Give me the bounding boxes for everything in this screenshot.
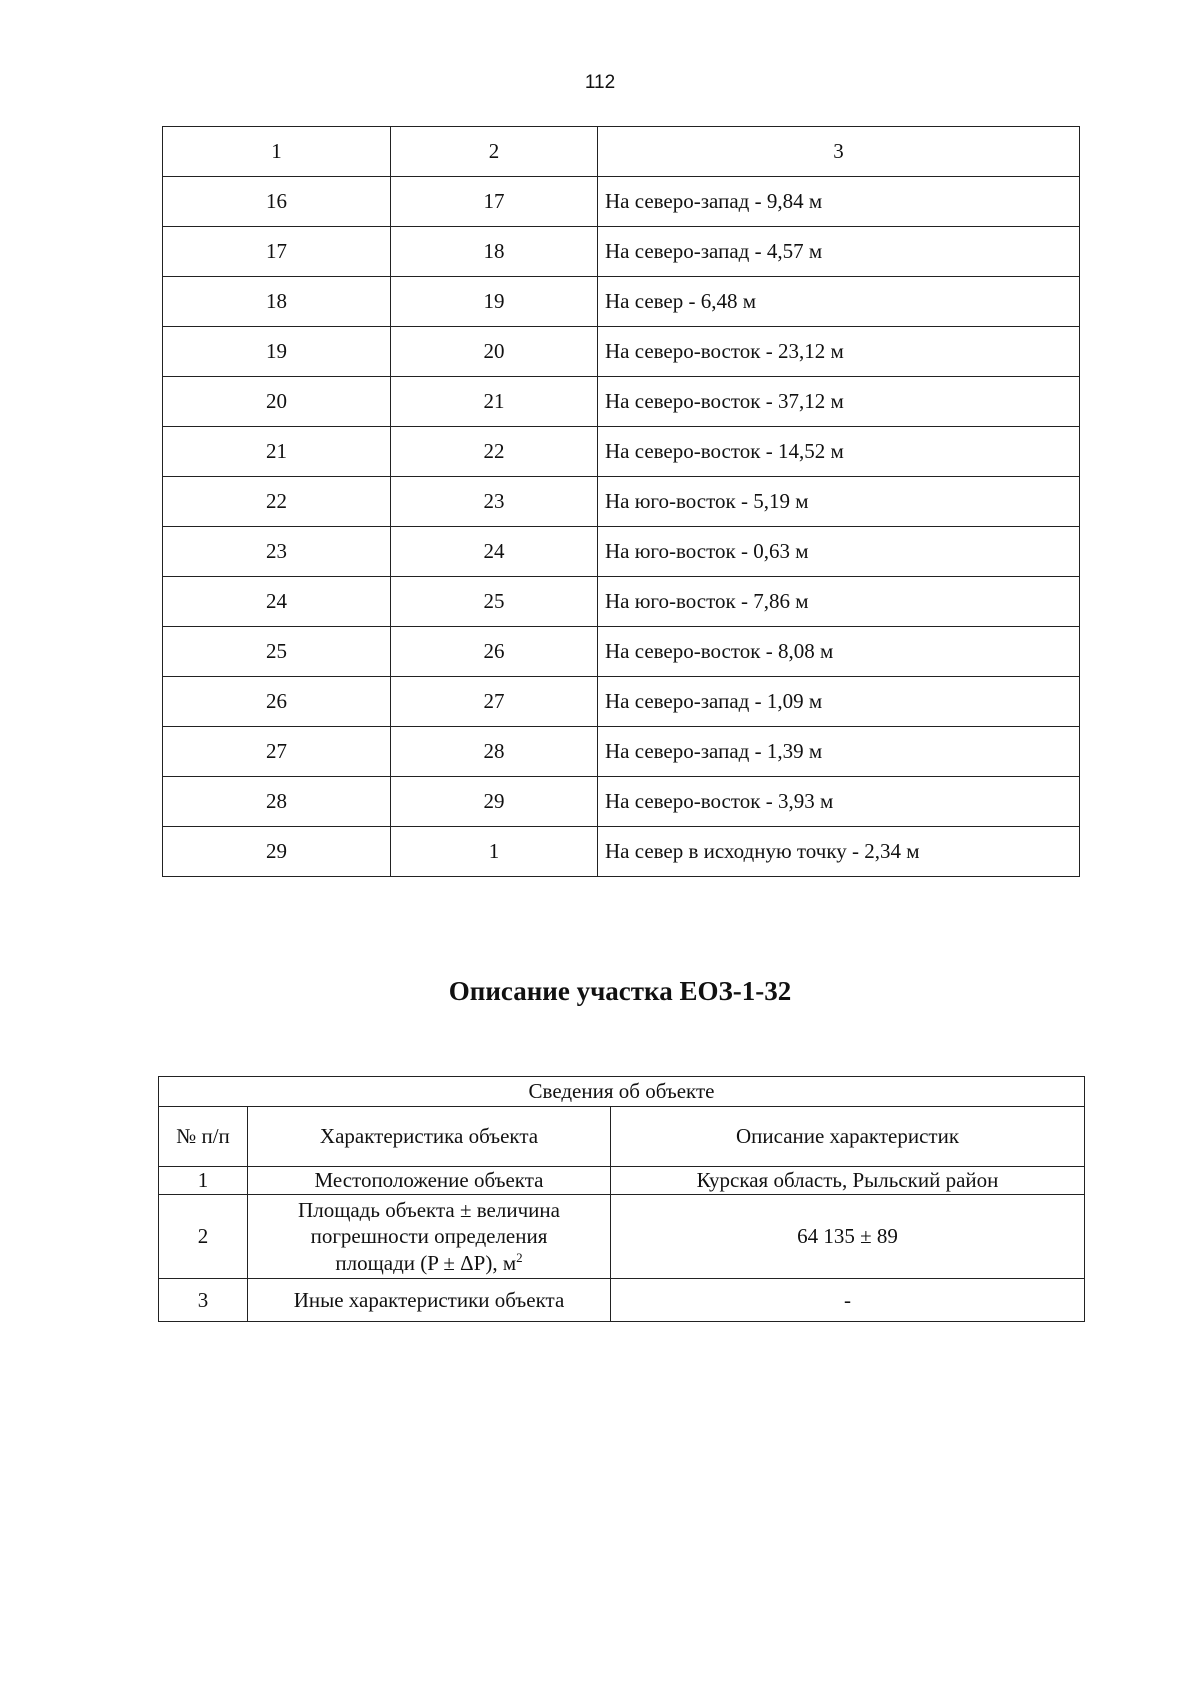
column-header-characteristic: Характеристика объекта (248, 1107, 611, 1167)
point-to: 29 (391, 777, 598, 827)
table-row (163, 327, 1080, 377)
object-info-table (158, 1076, 1085, 1322)
point-to: 25 (391, 577, 598, 627)
table-caption-row (159, 1077, 1085, 1107)
column-header-3: 3 (598, 127, 1080, 177)
direction-description: На юго-восток - 0,63 м (598, 527, 1080, 577)
table-row (163, 577, 1080, 627)
column-header-1: 1 (163, 127, 391, 177)
table-row (163, 777, 1080, 827)
point-to: 28 (391, 727, 598, 777)
point-from: 25 (163, 627, 391, 677)
point-to: 24 (391, 527, 598, 577)
route-table (162, 126, 1080, 877)
table-header-row (163, 127, 1080, 177)
direction-description: На северо-восток - 8,08 м (598, 627, 1080, 677)
point-from: 28 (163, 777, 391, 827)
row-number: 2 (159, 1195, 248, 1279)
table-row (163, 627, 1080, 677)
point-to: 20 (391, 327, 598, 377)
direction-description: На северо-восток - 37,12 м (598, 377, 1080, 427)
row-characteristic (248, 1195, 611, 1279)
point-from: 18 (163, 277, 391, 327)
section-title: Описание участка ЕОЗ-1-32 (448, 976, 792, 1006)
point-to: 21 (391, 377, 598, 427)
table-row (163, 227, 1080, 277)
point-from: 21 (163, 427, 391, 477)
point-to: 1 (391, 827, 598, 877)
row-description: Курская область, Рыльский район (611, 1167, 1085, 1195)
table-row (163, 827, 1080, 877)
point-from: 16 (163, 177, 391, 227)
direction-description: На юго-восток - 5,19 м (598, 477, 1080, 527)
table-caption: Сведения об объекте (159, 1077, 1085, 1107)
table-row (163, 477, 1080, 527)
row-number: 3 (159, 1279, 248, 1322)
characteristic-line: Площадь объекта ± величина (298, 1198, 560, 1223)
point-to: 26 (391, 627, 598, 677)
point-from: 24 (163, 577, 391, 627)
point-to: 17 (391, 177, 598, 227)
direction-description: На северо-запад - 1,09 м (598, 677, 1080, 727)
direction-description: На северо-запад - 9,84 м (598, 177, 1080, 227)
unit-superscript: 2 (516, 1249, 523, 1265)
direction-description: На северо-восток - 23,12 м (598, 327, 1080, 377)
table-row (163, 527, 1080, 577)
point-to: 22 (391, 427, 598, 477)
table-row (163, 177, 1080, 227)
table-row (163, 727, 1080, 777)
table-row (163, 377, 1080, 427)
row-description: 64 135 ± 89 (611, 1195, 1085, 1279)
characteristic-line: погрешности определения (310, 1224, 548, 1249)
direction-description: На юго-восток - 7,86 м (598, 577, 1080, 627)
table-row (163, 677, 1080, 727)
point-from: 26 (163, 677, 391, 727)
point-from: 19 (163, 327, 391, 377)
point-from: 17 (163, 227, 391, 277)
point-from: 29 (163, 827, 391, 877)
row-description: - (611, 1279, 1085, 1322)
point-from: 27 (163, 727, 391, 777)
row-number: 1 (159, 1167, 248, 1195)
column-header-2: 2 (391, 127, 598, 177)
page-number: 112 (584, 72, 616, 93)
table-row (163, 277, 1080, 327)
point-from: 22 (163, 477, 391, 527)
row-characteristic: Иные характеристики объекта (248, 1279, 611, 1322)
table-row (159, 1167, 1085, 1195)
column-header-num: № п/п (159, 1107, 248, 1167)
table-row (163, 427, 1080, 477)
point-to: 19 (391, 277, 598, 327)
table-header-row (159, 1107, 1085, 1167)
direction-description: На север в исходную точку - 2,34 м (598, 827, 1080, 877)
point-from: 23 (163, 527, 391, 577)
table-row (159, 1279, 1085, 1322)
point-to: 27 (391, 677, 598, 727)
point-from: 20 (163, 377, 391, 427)
direction-description: На северо-восток - 14,52 м (598, 427, 1080, 477)
direction-description: На северо-запад - 4,57 м (598, 227, 1080, 277)
point-to: 18 (391, 227, 598, 277)
characteristic-line: площади (P ± ΔP), м (335, 1250, 517, 1275)
direction-description: На север - 6,48 м (598, 277, 1080, 327)
table-row (159, 1195, 1085, 1279)
column-header-description: Описание характеристик (611, 1107, 1085, 1167)
point-to: 23 (391, 477, 598, 527)
direction-description: На северо-запад - 1,39 м (598, 727, 1080, 777)
row-characteristic: Местоположение объекта (248, 1167, 611, 1195)
direction-description: На северо-восток - 3,93 м (598, 777, 1080, 827)
